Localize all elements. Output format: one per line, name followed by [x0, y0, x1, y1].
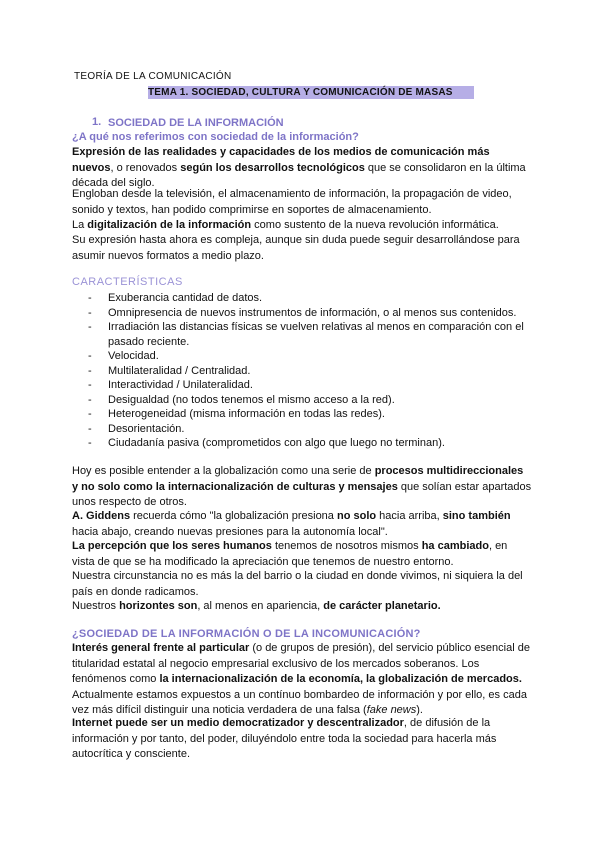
characteristics-list — [88, 291, 528, 451]
section-question: ¿A qué nos referimos con sociedad de la información? — [72, 131, 359, 143]
paragraph-interes-general: Interés general frente al particular (o de grupos de presión), del servicio público esencial de titularidad estatal al negocio empresarial exclusivo de los mercados soberanos. Los fenómenos como la internacionalización de la economía, la globalización de mercados. Actualmente estamos expuestos a un contínuo bombardeo de información y por ello, es cada vez más difícil distinguir una noticia verdadera de una falsa (fake news). — [72, 642, 530, 717]
paragraph-expresion: Expresión de las realidades y capacidades de los medios de comunicación más nuevos, o renovados según los desarrollos tecnológicos que se consolidaron en la última década del siglo. — [72, 146, 526, 190]
list-item: - Velocidad. — [88, 349, 528, 364]
paragraph-circunstancia: Nuestra circunstancia no es más la del barrio o la ciudad en donde vivimos, ni siquiera la del país en donde radicamos. — [72, 570, 523, 598]
list-item: - Omnipresencia de nuevos instrumentos de información, o al menos sus contenidos. — [88, 306, 528, 321]
section-heading-incomunicacion: ¿SOCIEDAD DE LA INFORMACIÓN O DE LA INCOMUNICACIÓN? — [72, 628, 421, 640]
list-item: - Ciudadanía pasiva (comprometidos con algo que luego no terminan). — [88, 436, 528, 451]
section-number: 1. — [92, 116, 102, 128]
paragraph-globalizacion: Hoy es posible entender a la globalización como una serie de procesos multidireccionales y no solo como la internacionalización de culturas y mensajes que solían estar apartados unos respecto de otros. — [72, 465, 532, 509]
section-heading-sociedad: SOCIEDAD DE LA INFORMACIÓN — [108, 117, 284, 129]
paragraph-giddens: A. Giddens recuerda cómo "la globalización presiona no solo hacia arriba, sino también hacia abajo, creando nuevas presiones para la autonomía local". — [72, 510, 511, 538]
characteristics-heading: CARACTERÍSTICAS — [72, 276, 183, 288]
topic-title: TEMA 1. SOCIEDAD, CULTURA Y COMUNICACIÓN DE MASAS — [148, 86, 474, 99]
course-header: TEORÍA DE LA COMUNICACIÓN — [74, 71, 232, 82]
paragraph-horizontes: Nuestros horizontes son, al menos en apariencia, de carácter planetario. — [72, 600, 441, 612]
paragraph-percepcion: La percepción que los seres humanos tenemos de nosotros mismos ha cambiado, en vista de que se ha modificado la apreciación que tenemos de nuestro entorno. — [72, 540, 508, 568]
list-item: - Desorientación. — [88, 422, 528, 437]
list-item: - Heterogeneidad (misma información en todas las redes). — [88, 407, 528, 422]
paragraph-digitalizacion: La digitalización de la información como sustento de la nueva revolución informática. — [72, 219, 499, 231]
list-item: - Multilateralidad / Centralidad. — [88, 364, 528, 379]
paragraph-engloban: Engloban desde la televisión, el almacenamiento de información, la propagación de video, sonido y textos, han podido comprimirse en soportes de almacenamiento. — [72, 188, 512, 216]
list-item: - Exuberancia cantidad de datos. — [88, 291, 528, 306]
list-item: - Desigualdad (no todos tenemos el mismo acceso a la red). — [88, 393, 528, 408]
paragraph-internet: Internet puede ser un medio democratizador y descentralizador, de difusión de la información y por tanto, del poder, diluyéndolo entre toda la sociedad para hacerla más autocrítica y consciente. — [72, 717, 497, 761]
list-item: - Interactividad / Unilateralidad. — [88, 378, 528, 393]
paragraph-expresion-compleja: Su expresión hasta ahora es compleja, aunque sin duda puede seguir desarrollándose para asumir nuevos formatos a medio plazo. — [72, 234, 520, 262]
list-item: - Irradiación las distancias físicas se vuelven relativas al menos en comparación con el pasado reciente. — [88, 320, 528, 349]
